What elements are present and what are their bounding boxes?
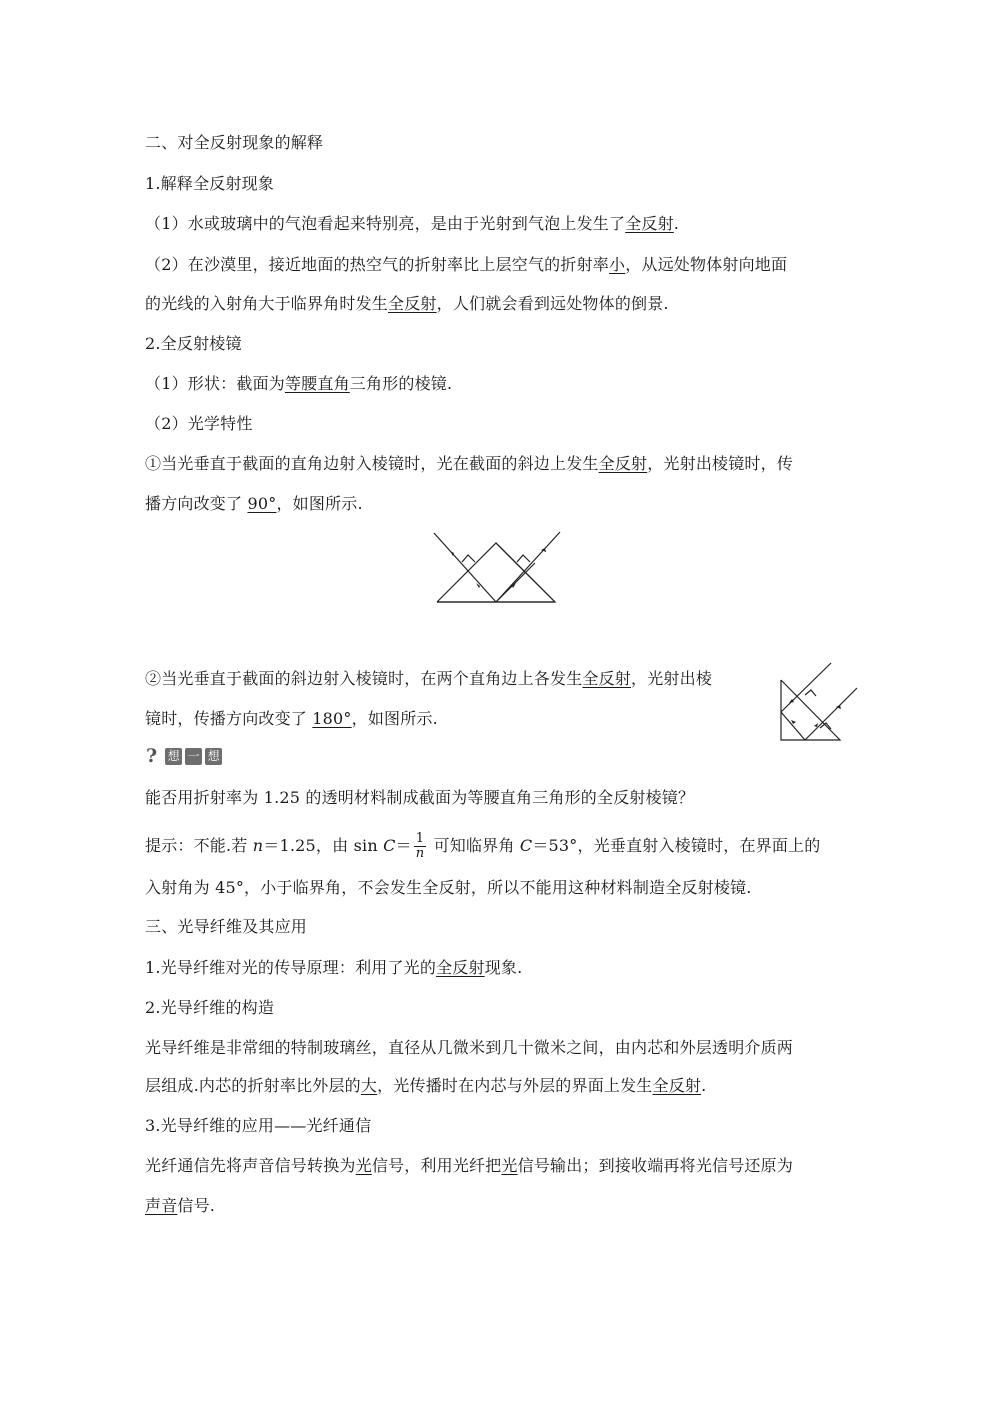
text: （1）水或玻璃中的气泡看起来特别亮，是由于光射到气泡上发生了 <box>145 214 626 233</box>
answer-blank: 小 <box>608 255 626 274</box>
answer-blank: 全反射 <box>388 294 437 313</box>
text: 光纤通信先将声音信号转换为 <box>145 1156 356 1175</box>
text: 提示：不能.若 <box>145 836 253 855</box>
think-badge <box>146 746 222 766</box>
answer-blank: 声音 <box>145 1196 178 1215</box>
text: ①当光垂直于截面的直角边射入棱镜时，光在截面的斜边上发生 <box>145 454 599 473</box>
paragraph-p1-line2 <box>145 494 363 514</box>
variable-n: n <box>252 836 264 855</box>
subsection-title-application: 3.光导纤维的应用——光纤通信 <box>145 1116 372 1135</box>
subsection-title-prism: 2.全反射棱镜 <box>145 334 242 353</box>
question-mark-icon: ? <box>146 745 158 767</box>
answer-blank: 90° <box>247 494 277 513</box>
subsection-title-structure: 2.光导纤维的构造 <box>145 998 275 1017</box>
text: ，光射出棱镜时，传 <box>647 454 794 473</box>
text: 可知临界角 <box>428 836 520 855</box>
denominator: n <box>415 846 425 861</box>
variable-c: C <box>519 836 533 855</box>
think-question: 能否用折射率为 1.25 的透明材料制成截面为等腰直角三角形的全反射棱镜？ <box>145 788 695 807</box>
paragraph-bubble <box>145 214 679 234</box>
text: 现象. <box>484 958 523 977</box>
text: 信号. <box>177 1196 216 1215</box>
paragraph-desert-2 <box>145 294 669 314</box>
prism-180-degree-diagram <box>775 660 865 745</box>
text: 信号，利用光纤把 <box>371 1156 502 1175</box>
text: ②当光垂直于截面的斜边射入棱镜时，在两个直角边上各发生 <box>145 669 583 688</box>
subsection-title-explain: 1.解释全反射现象 <box>145 174 275 193</box>
text: ，光射出棱 <box>631 669 713 688</box>
answer-blank: 等腰直角 <box>284 374 350 393</box>
answer-blank: 全反射 <box>436 958 485 977</box>
text: ，如图所示. <box>351 709 438 728</box>
paragraph-p2-line1 <box>145 669 712 689</box>
paragraph-fiber-principle <box>145 958 522 978</box>
think-char: 想 <box>205 748 222 765</box>
answer-blank: 180° <box>312 709 352 728</box>
paragraph-shape <box>145 374 452 394</box>
text: ，从远处物体射向地面 <box>625 255 788 274</box>
answer-blank: 全反射 <box>582 669 632 688</box>
numerator: 1 <box>415 831 425 846</box>
answer-blank: 大 <box>360 1076 378 1095</box>
text: ＝ <box>395 836 412 855</box>
text: 的光线的入射角大于临界角时发生 <box>145 294 389 313</box>
text: （2）在沙漠里，接近地面的热空气的折射率比上层空气的折射率 <box>145 255 609 274</box>
section-heading-2: 二、对全反射现象的解释 <box>145 133 324 152</box>
text: 1.光导纤维对光的传导原理：利用了光的 <box>145 958 437 977</box>
text: ＝1.25，由 sin <box>263 836 384 855</box>
text: 信号输出；到接收端再将光信号还原为 <box>517 1156 794 1175</box>
paragraph-comm-2 <box>145 1196 215 1216</box>
answer-blank: 全反射 <box>625 214 674 233</box>
text: （1）形状：截面为 <box>145 374 285 393</box>
text: ，光传播时在内芯与外层的界面上发生 <box>377 1076 653 1095</box>
text: . <box>701 1076 707 1095</box>
answer-blank: 全反射 <box>652 1076 702 1095</box>
paragraph-p1-line1 <box>145 454 793 474</box>
think-hint-line2: 入射角为 45°，小于临界角，不会发生全反射，所以不能用这种材料制造全反射棱镜. <box>145 878 752 897</box>
answer-blank: 光 <box>355 1156 372 1175</box>
paragraph-comm-1 <box>145 1156 793 1176</box>
prism-90-degree-diagram <box>420 520 580 610</box>
text: . <box>673 214 680 233</box>
text: 三角形的棱镜. <box>349 374 453 393</box>
think-hint-line1 <box>145 832 820 861</box>
think-char: 想 <box>165 748 182 765</box>
paragraph-structure-2 <box>145 1076 706 1096</box>
variable-c: C <box>383 836 396 855</box>
section-heading-3: 三、光导纤维及其应用 <box>145 917 308 936</box>
paragraph-desert-1 <box>145 255 787 275</box>
text: ＝53°，光垂直射入棱镜时，在界面上的 <box>532 836 821 855</box>
optics-title: （2）光学特性 <box>145 414 253 433</box>
text: 层组成.内芯的折射率比外层的 <box>145 1076 361 1095</box>
answer-blank: 光 <box>501 1156 518 1175</box>
text: 镜时，传播方向改变了 <box>145 709 313 728</box>
paragraph-p2-line2 <box>145 709 438 729</box>
think-char: 一 <box>185 748 202 765</box>
answer-blank: 全反射 <box>598 454 648 473</box>
text: ，人们就会看到远处物体的倒景. <box>436 294 669 313</box>
fraction-1-over-n <box>414 832 426 861</box>
text: 播方向改变了 <box>145 494 248 513</box>
text: ，如图所示. <box>276 494 363 513</box>
paragraph-structure-1: 光导纤维是非常细的特制玻璃丝，直径从几微米到几十微米之间，由内芯和外层透明介质两 <box>145 1038 794 1057</box>
